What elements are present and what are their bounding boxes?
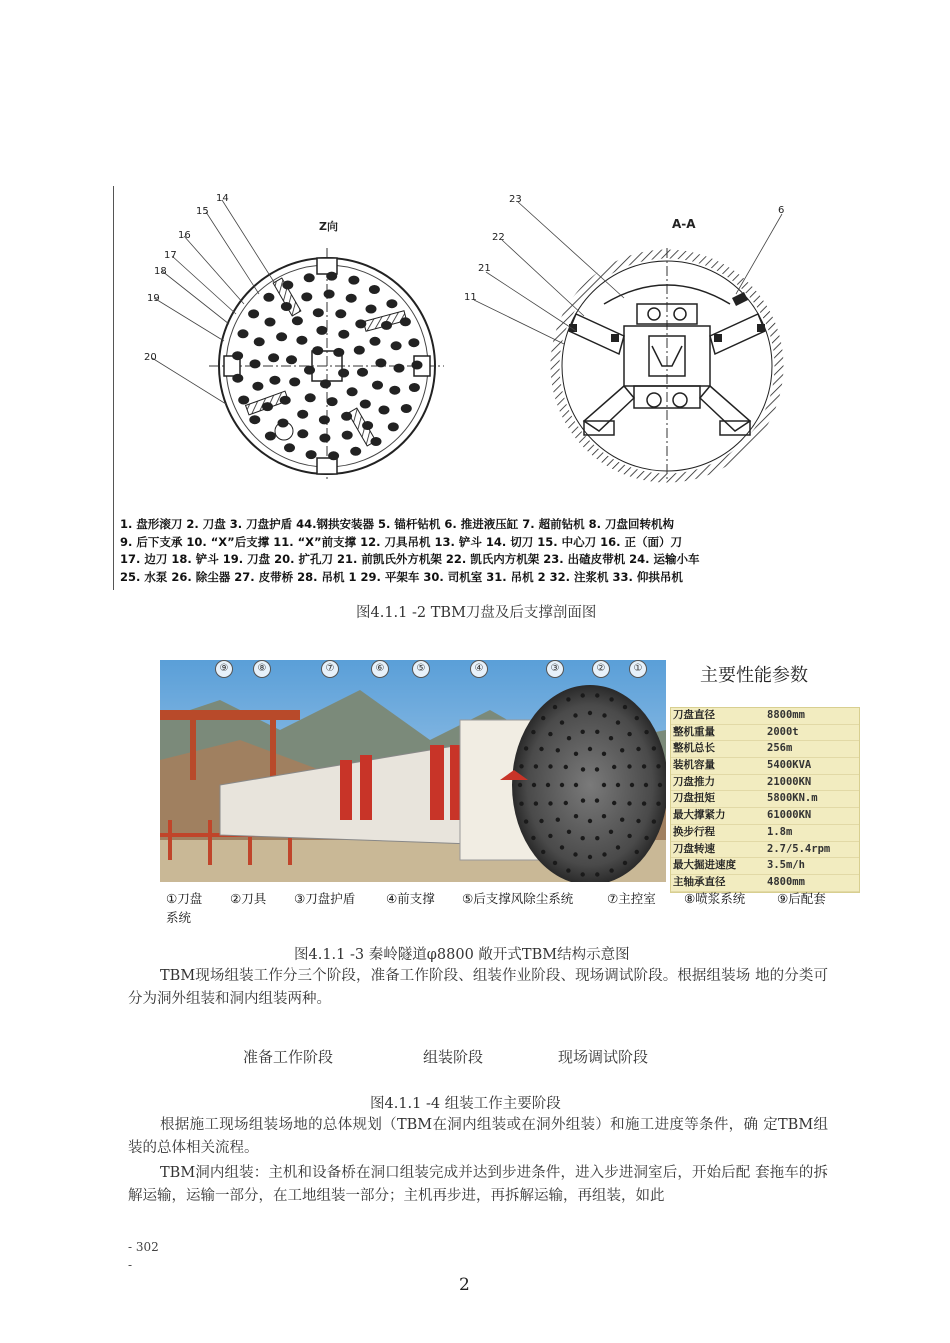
disc-cutter: [373, 381, 383, 389]
param-row: [671, 858, 859, 875]
disc-cutter: [320, 434, 330, 442]
photo-cutter-dot: [531, 836, 535, 840]
photo-cutter-dot: [612, 801, 616, 805]
photo-cutter-dot: [616, 720, 620, 724]
photo-label-shield: ③刀盘护盾: [294, 891, 356, 906]
photo-cutter-dot: [573, 852, 577, 856]
photo-cutter-dot: [636, 747, 640, 751]
disc-cutter: [351, 447, 361, 455]
photo-marker: ⑦: [321, 660, 339, 678]
disc-cutter: [239, 396, 249, 404]
param-key: 刀盘直径: [673, 709, 715, 721]
photo-cutter-dot: [524, 746, 528, 750]
legend-line: 17. 边刀 18. 铲斗 19. 刀盘 20. 扩孔刀 21. 前凯氏外方机架 22. 凯氏内方机架 23. 出碴皮带机 24. 运输小车: [120, 552, 700, 566]
photo-cutter-dot: [588, 711, 592, 715]
disc-cutter: [394, 364, 404, 372]
disc-cutter: [412, 361, 422, 369]
callout-21: 21: [478, 263, 491, 274]
callout-22: 22: [492, 232, 505, 243]
disc-cutter: [238, 330, 248, 338]
photo-cutter-dot: [635, 850, 639, 854]
component-legend: [120, 516, 820, 586]
photo-cutter-dot: [553, 861, 557, 865]
param-key: 换步行程: [673, 825, 715, 838]
param-row: [671, 741, 859, 758]
disc-cutter: [253, 382, 263, 390]
section-aa-view: [555, 248, 779, 482]
photo-cutter-dot: [609, 830, 613, 834]
param-key: 主轴承直径: [673, 875, 726, 888]
photo-cutter-dot: [595, 798, 599, 802]
callout-11: 11: [464, 292, 477, 303]
photo-cutter-dot: [581, 798, 585, 802]
photo-marker: ③: [546, 660, 564, 678]
legend-line: 9. 后下支承 10. “X”后支撑 11. “X”前支撑 12. 刀具吊机 13. 铲斗 14. 切刀 15. 中心刀 16. 正（面）刀: [120, 534, 682, 549]
photo-cutter-dot: [609, 697, 613, 701]
disc-cutter: [305, 366, 315, 374]
param-key: 刀盘扭矩: [673, 792, 715, 805]
param-value: 21000KN: [767, 775, 812, 788]
photo-cutter-dot: [588, 855, 592, 859]
photo-label-shotcrete: ⑧喷浆系统: [684, 891, 746, 906]
stage-preparation: 准备工作阶段: [243, 1048, 334, 1066]
photo-cutter-dot: [567, 830, 571, 834]
cutterhead-section-figure: [113, 186, 816, 590]
photo-cutter-dot: [556, 818, 560, 822]
disc-cutter: [370, 337, 380, 345]
disc-cutter: [342, 412, 352, 420]
photo-cutter-dot: [560, 720, 564, 724]
photo-cutter-dot: [556, 748, 560, 752]
param-row: [671, 842, 859, 859]
disc-cutter: [347, 388, 357, 396]
param-value: 256m: [767, 742, 793, 755]
photo-cutter-dot: [532, 783, 536, 787]
disc-cutter: [263, 403, 273, 411]
photo-cutter-dot: [588, 747, 592, 751]
disc-cutter: [250, 360, 260, 368]
callout-20: 20: [144, 352, 157, 363]
disc-cutter: [376, 359, 386, 367]
disc-cutter: [264, 293, 274, 301]
photo-label-front-support: ④前支撑: [386, 891, 435, 906]
disc-cutter: [280, 396, 290, 404]
photo-cutter-dot: [524, 819, 528, 823]
photo-cutter-dot: [564, 765, 568, 769]
disc-cutter: [342, 431, 352, 439]
photo-cutter-dot: [541, 716, 545, 720]
photo-cutter-dot: [620, 818, 624, 822]
param-value: 4800mm: [767, 875, 805, 888]
callout-19: 19: [147, 293, 160, 304]
photo-cutter-dot: [635, 716, 639, 720]
photo-cutter-dot: [644, 730, 648, 734]
disc-cutter: [249, 310, 259, 318]
photo-cutter-dot: [644, 836, 648, 840]
footer-dash: -: [128, 1258, 133, 1272]
disc-cutter: [371, 438, 381, 446]
callout-17: 17: [164, 250, 177, 261]
footer-page-ref: - 302: [128, 1240, 159, 1254]
photo-cutter-dot: [560, 783, 564, 787]
param-value: 5800KN.m: [767, 792, 818, 805]
photo-cutter-dot: [612, 765, 616, 769]
photo-cutter-dot: [588, 819, 592, 823]
callout-16: 16: [178, 230, 191, 241]
param-key: 最大撑紧力: [673, 809, 726, 822]
param-value: 61000KN: [767, 809, 812, 822]
photo-cutter-dot: [602, 752, 606, 756]
param-row: [671, 775, 859, 792]
photo-cutter-dot: [616, 783, 620, 787]
photo-cutter-dot: [630, 783, 634, 787]
photo-cutter-dot: [602, 852, 606, 856]
disc-cutter: [313, 309, 323, 317]
disc-cutter: [356, 320, 366, 328]
params-title: 主要性能参数: [700, 665, 808, 686]
photo-label-cutters: ②刀具: [230, 891, 267, 906]
param-value: 3.5m/h: [767, 859, 805, 872]
disc-cutter: [354, 346, 364, 354]
photo-cutter-dot: [642, 764, 646, 768]
disc-cutter: [297, 336, 307, 344]
photo-marker: ⑥: [371, 660, 389, 678]
disc-cutter: [265, 318, 275, 326]
paragraph-assembly-stages: TBM现场组装工作分三个阶段，准备工作阶段、组装作业阶段、现场调试阶段。根据组装场 地的分类可分为洞外组装和洞内组装两种。: [128, 968, 828, 1007]
photo-marker: ⑨: [215, 660, 233, 678]
cutterhead-drawing: [114, 186, 816, 516]
disc-cutter: [369, 286, 379, 294]
disc-cutter: [298, 430, 308, 438]
paragraph-in-tunnel-assembly: TBM洞内组装：主机和设备桥在洞口组装完成并达到步进条件，进入步进洞室后，开始后配 套拖车的拆解运输，运输一部分，在工地组装一部分；主机再步进，再拆解运输，再组装，如此: [128, 1165, 828, 1204]
photo-cutter-dot: [567, 736, 571, 740]
photo-cutter-dot: [548, 764, 552, 768]
photo-cutter-dot: [531, 730, 535, 734]
photo-cutter-dot: [560, 845, 564, 849]
photo-cutter-dot: [602, 783, 606, 787]
disc-cutter: [292, 317, 302, 325]
figure-caption-1: 图4.1.1 -2 TBM刀盘及后支撑剖面图: [356, 605, 597, 621]
figure-caption-3: 图4.1.1 -4 组装工作主要阶段: [370, 1096, 561, 1112]
param-key: 整机重量: [673, 725, 715, 738]
cutterhead-face-view: [209, 248, 444, 482]
photo-cutter-dot: [539, 819, 543, 823]
photo-cutter-dot: [595, 872, 599, 876]
disc-cutter: [250, 416, 260, 424]
photo-cutter-dot: [602, 713, 606, 717]
photo-marker: ⑧: [253, 660, 271, 678]
disc-cutter: [363, 422, 373, 430]
callout-15: 15: [196, 206, 209, 217]
disc-cutter: [304, 274, 314, 282]
disc-cutter: [324, 290, 334, 298]
photo-cutter-dot: [595, 836, 599, 840]
param-row: [671, 825, 859, 842]
param-value: 5400KVA: [767, 759, 812, 772]
photo-label-backup: ⑨后配套: [777, 891, 826, 906]
photo-cutter-dot: [636, 819, 640, 823]
photo-cutter-dot: [574, 783, 578, 787]
param-key: 刀盘转速: [673, 842, 715, 855]
disc-cutter: [317, 326, 327, 334]
photo-cutter-dot: [627, 834, 631, 838]
photo-cutter-dot: [652, 819, 656, 823]
photo-marker: ①: [629, 660, 647, 678]
photo-cutter-dot: [541, 850, 545, 854]
photo-cutter-dot: [595, 767, 599, 771]
photo-cutter-dot: [566, 868, 570, 872]
photo-cutter-dot: [623, 861, 627, 865]
disc-cutter: [233, 374, 243, 382]
disc-cutter: [387, 300, 397, 308]
disc-cutter: [400, 318, 410, 326]
photo-marker: ④: [470, 660, 488, 678]
disc-cutter: [233, 352, 243, 360]
param-value: 8800mm: [767, 709, 805, 721]
params-table: [670, 707, 860, 893]
photo-cutter-dot: [574, 814, 578, 818]
disc-cutter: [321, 380, 331, 388]
photo-cutter-dot: [656, 802, 660, 806]
legend-line: 25. 水泵 26. 除尘器 27. 皮带桥 28. 吊机 1 29. 平架车 30. 司机室 31. 吊机 2 32. 注浆机 33. 仰拱吊机: [120, 569, 683, 584]
photo-cutter-dot: [548, 732, 552, 736]
view-label-z: Z向: [319, 220, 338, 233]
tbm-photo: [160, 660, 666, 882]
disc-cutter: [358, 368, 368, 376]
view-label-aa: A-A: [672, 217, 696, 231]
disc-cutter: [329, 452, 339, 460]
param-key: 装机容量: [673, 759, 715, 772]
photo-cutter-dot: [658, 783, 662, 787]
disc-cutter: [283, 281, 293, 289]
photo-label-rear-support: ⑤后支撑风除尘系统: [462, 891, 574, 906]
photo-cutter-dot: [518, 783, 522, 787]
disc-cutter: [401, 405, 411, 413]
photo-cutter-dot: [620, 748, 624, 752]
photo-cutter-dot: [616, 845, 620, 849]
photo-cutter-dot: [581, 693, 585, 697]
disc-cutter: [409, 339, 419, 347]
photo-label-wrap: 系统: [166, 910, 192, 925]
photo-cutter-dot: [656, 764, 660, 768]
photo-cutter-dot: [573, 713, 577, 717]
photo-cutter-dot: [534, 801, 538, 805]
disc-cutter: [285, 444, 295, 452]
paragraph-assembly-plan: 根据施工现场组装场地的总体规划（TBM在洞内组装或在洞外组装）和施工进度等条件，确 定TBM组装的总体相关流程。: [128, 1117, 829, 1156]
disc-cutter: [305, 394, 315, 402]
param-key: 刀盘推力: [673, 775, 715, 788]
callout-14: 14: [216, 193, 229, 204]
disc-cutter: [265, 432, 275, 440]
param-row: [671, 708, 859, 725]
photo-cutter-dot: [627, 801, 631, 805]
callout-6: 6: [778, 205, 785, 216]
disc-cutter: [319, 416, 329, 424]
param-value: 1.8m: [767, 825, 793, 838]
disc-cutter: [313, 347, 323, 355]
disc-cutter: [334, 348, 344, 356]
photo-cutter-dot: [623, 705, 627, 709]
disc-cutter: [339, 330, 349, 338]
param-row: [671, 791, 859, 808]
photo-cutter-dot: [574, 752, 578, 756]
callout-18: 18: [154, 266, 167, 277]
tbm-photo-image: [160, 660, 666, 882]
disc-cutter: [346, 294, 356, 302]
photo-cutter-dot: [581, 730, 585, 734]
disc-cutter: [281, 303, 291, 311]
disc-cutter: [302, 293, 312, 301]
photo-cutter-dot: [539, 747, 543, 751]
disc-cutter: [349, 276, 359, 284]
photo-cutter-dot: [627, 764, 631, 768]
disc-cutter: [339, 369, 349, 377]
photo-cutter-dot: [548, 834, 552, 838]
disc-cutter: [360, 400, 370, 408]
photo-cutter-dot: [642, 801, 646, 805]
photo-cutter-dot: [609, 736, 613, 740]
param-value: 2000t: [767, 725, 799, 738]
figure-caption-2: 图4.1.1 -3 秦岭隧道φ8800 敞开式TBM结构示意图: [294, 947, 630, 963]
disc-cutter: [382, 321, 392, 329]
disc-cutter: [277, 333, 287, 341]
disc-cutter: [270, 376, 280, 384]
param-row: [671, 758, 859, 775]
disc-cutter: [327, 398, 337, 406]
photo-cutter-dot: [548, 801, 552, 805]
disc-cutter: [390, 386, 400, 394]
photo-cutter-dot: [609, 868, 613, 872]
photo-cutter-dot: [581, 836, 585, 840]
page-number: 2: [459, 1275, 470, 1295]
photo-cutter-dot: [519, 802, 523, 806]
param-key: 最大掘进速度: [673, 859, 736, 872]
param-row: [671, 808, 859, 825]
photo-label-cutterhead: ①刀盘: [166, 891, 203, 906]
disc-cutter: [379, 406, 389, 414]
disc-cutter: [388, 423, 398, 431]
photo-cutter-dot: [519, 764, 523, 768]
photo-cutter-dot: [581, 872, 585, 876]
callout-23: 23: [509, 194, 522, 205]
photo-cutter-dot: [534, 764, 538, 768]
disc-cutter: [409, 384, 419, 392]
stage-assembly: 组装阶段: [423, 1048, 484, 1066]
disc-cutter: [269, 354, 279, 362]
param-row: [671, 725, 859, 742]
photo-cutter-dot: [595, 693, 599, 697]
photo-cutter-dot: [581, 767, 585, 771]
photo-cutter-dot: [652, 746, 656, 750]
disc-cutter: [336, 310, 346, 318]
disc-cutter: [287, 356, 297, 364]
stage-commissioning: 现场调试阶段: [558, 1048, 649, 1066]
disc-cutter: [306, 451, 316, 459]
disc-cutter: [298, 410, 308, 418]
photo-cutter-dot: [566, 697, 570, 701]
legend-line: 1. 盘形滚刀 2. 刀盘 3. 刀盘护盾 44.钢拱安装器 5. 锚杆钻机 6. 推进液压缸 7. 超前钻机 8. 刀盘回转机构: [120, 517, 675, 531]
disc-cutter: [327, 272, 337, 280]
photo-marker: ⑤: [412, 660, 430, 678]
disc-cutter: [254, 338, 264, 346]
disc-cutter: [366, 305, 376, 313]
photo-cutter-dot: [602, 814, 606, 818]
photo-cutter-dot: [644, 783, 648, 787]
photo-cutter-dot: [564, 801, 568, 805]
param-key: 整机总长: [673, 742, 715, 755]
photo-cutter-dot: [546, 783, 550, 787]
photo-label-control-room: ⑦主控室: [607, 891, 656, 906]
param-value: 2.7/5.4rpm: [767, 842, 831, 855]
photo-marker: ②: [592, 660, 610, 678]
photo-cutter-dot: [553, 705, 557, 709]
disc-cutter: [290, 378, 300, 386]
photo-cutter-dot: [595, 730, 599, 734]
disc-cutter: [391, 342, 401, 350]
photo-cutter-dot: [627, 732, 631, 736]
